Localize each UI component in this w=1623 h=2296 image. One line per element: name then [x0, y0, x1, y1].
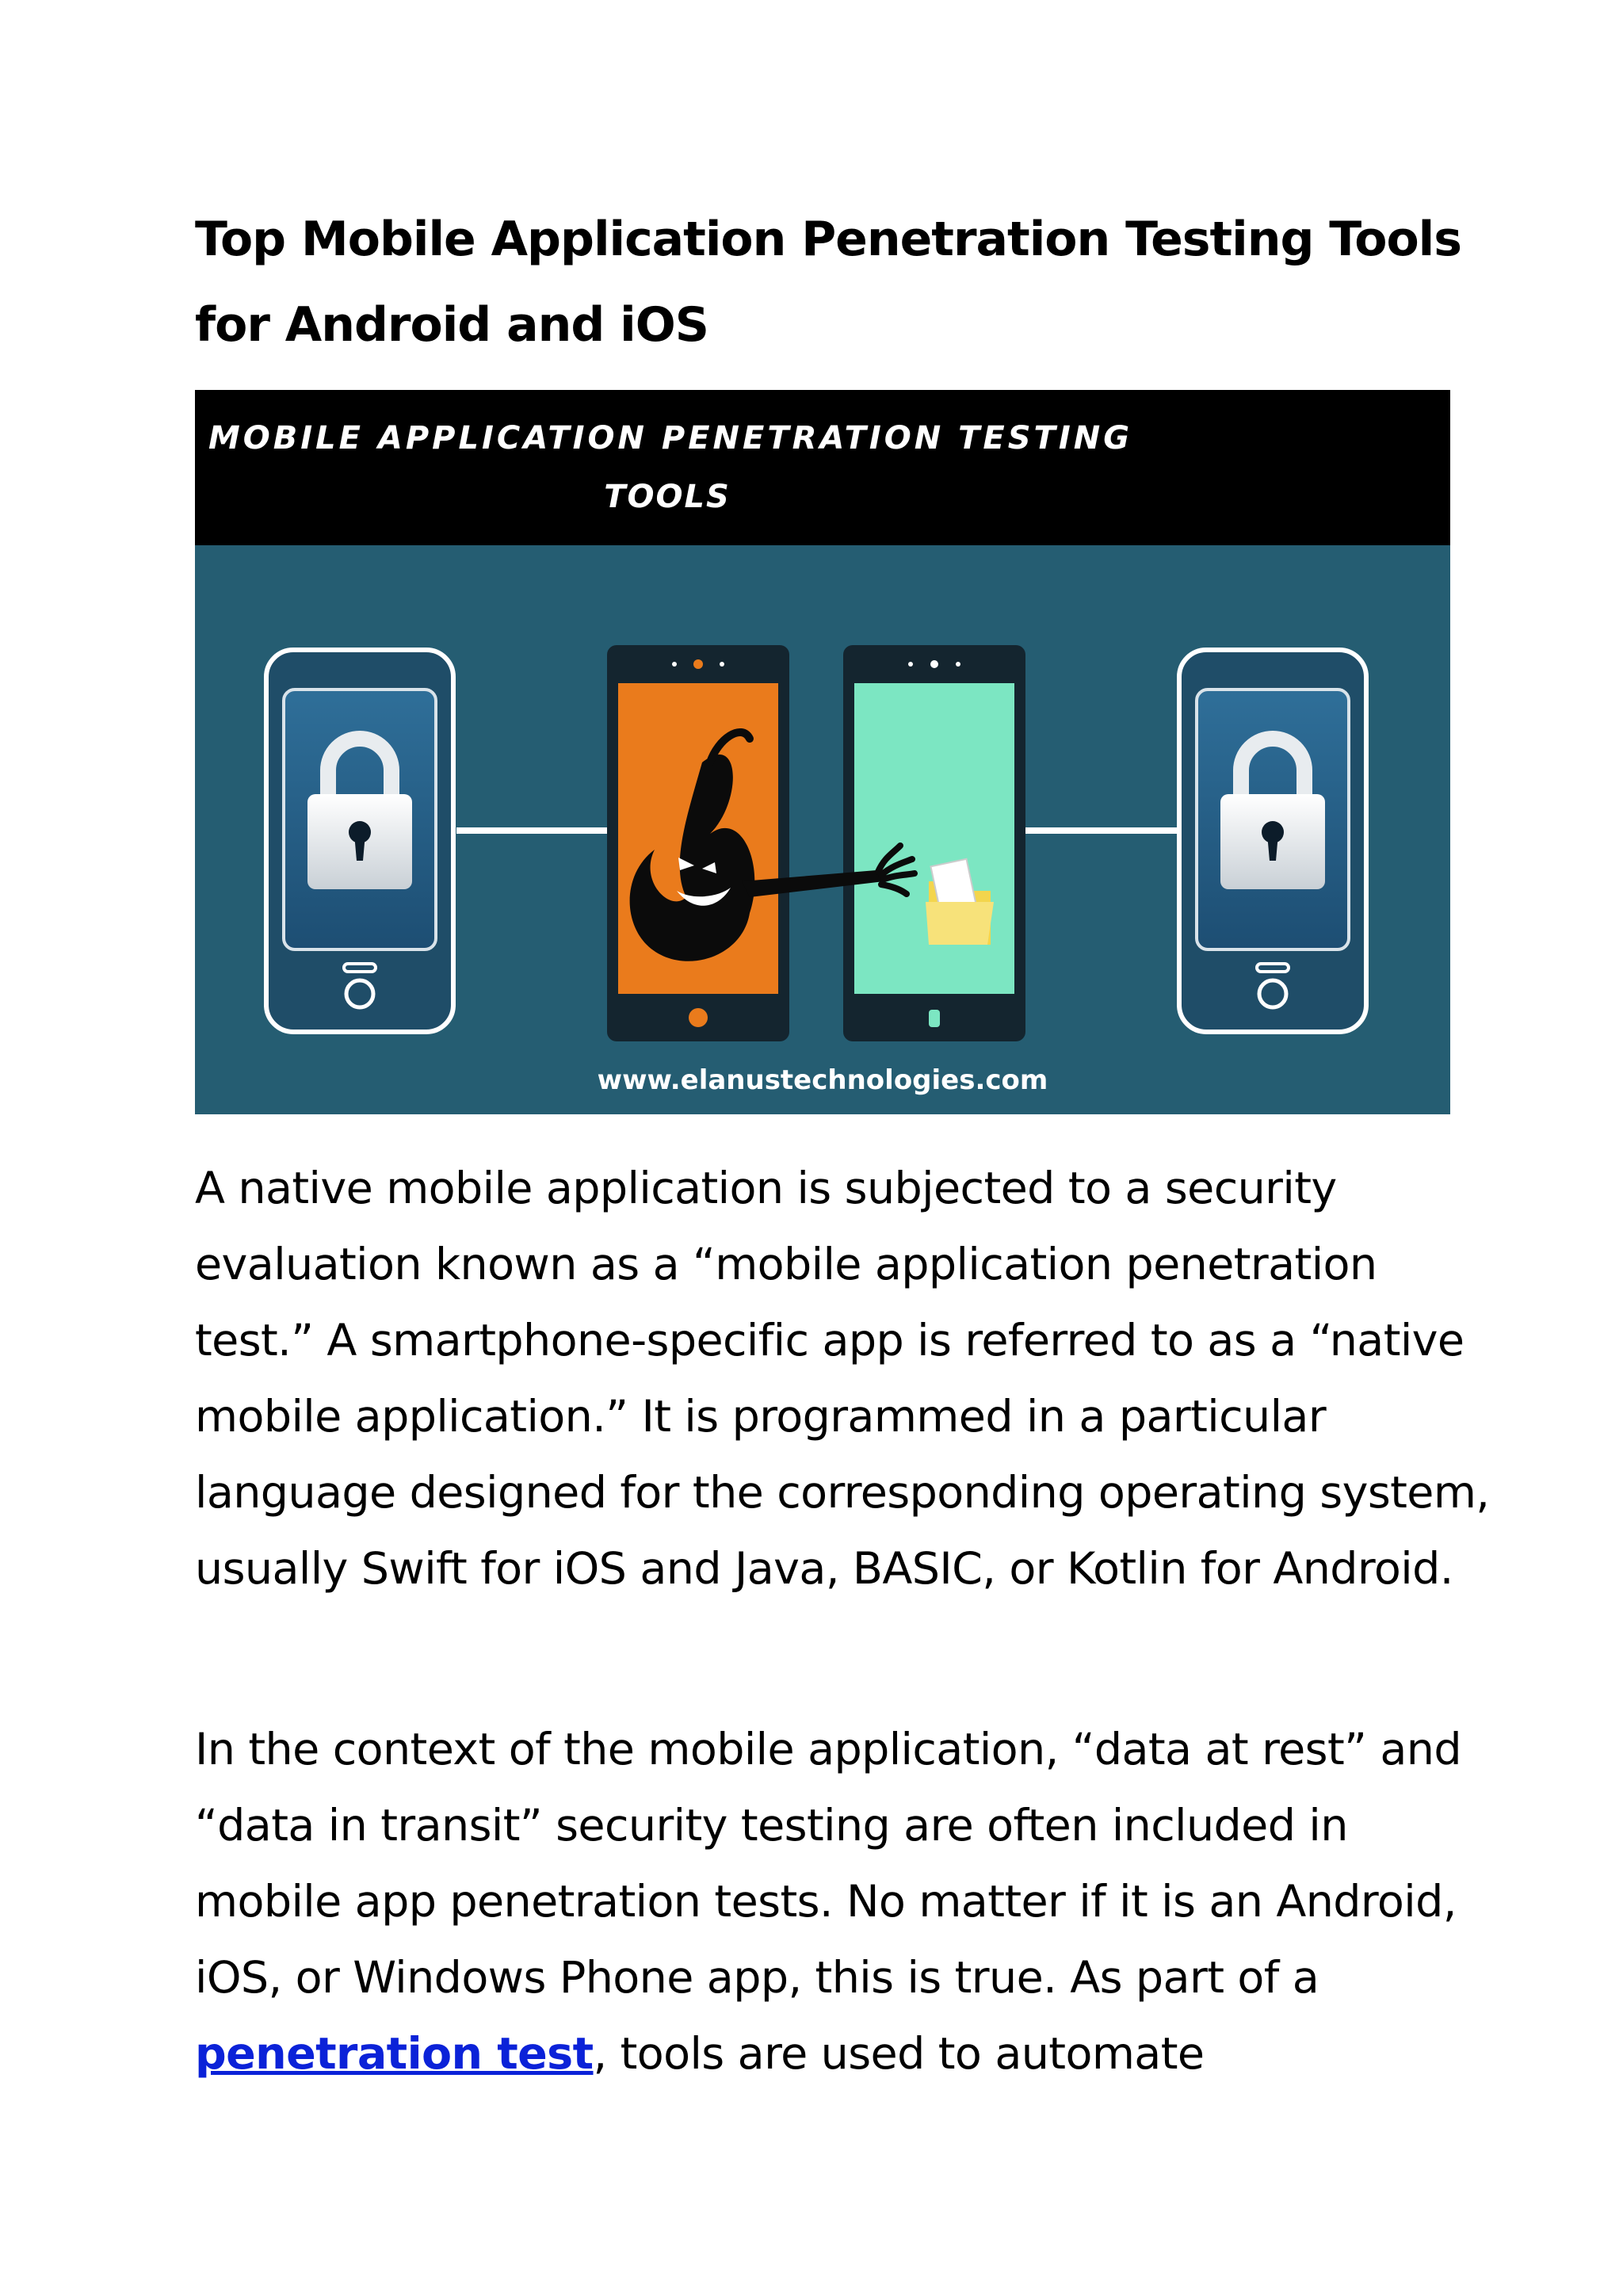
- hero-banner: [195, 390, 1450, 545]
- green-phone: [843, 645, 1025, 1041]
- hero-heading-line1: MOBILE APPLICATION PENETRATION TESTING: [208, 420, 1133, 457]
- page-title: Top Mobile Application Penetration Testing Tools for Android and iOS: [195, 212, 1461, 353]
- hero-heading-line2: TOOLS: [604, 479, 731, 515]
- hero-image: [195, 390, 1450, 1114]
- hero-website: www.elanustechnologies.com: [597, 1064, 1048, 1096]
- paragraph-context-text: In the context of the mobile application, “data at rest” and “data in transit” security testing are often included in mobile app penetration tests. No matter if it is an Android, iOS, or Windows Phone app, this is true. As part of a: [195, 1724, 1461, 2004]
- paragraph-context: [195, 1712, 1495, 2092]
- paragraph-context-text-end: , tools are used to automate: [593, 2028, 1205, 2080]
- right-phone: [1179, 650, 1366, 1032]
- paragraph-intro: A native mobile application is subjected to a security evaluation known as a “mobile application penetration test.” A smartphone-specific app is referred to as a “native mobile application.” It is programmed in a particular language designed for the corresponding operating system, usually Swift for iOS and Java, BASIC, or Kotlin for Android.: [195, 1163, 1490, 1595]
- penetration-test-link[interactable]: penetration test: [195, 2028, 594, 2080]
- left-phone: [266, 650, 453, 1032]
- link-line-right: [1014, 827, 1186, 834]
